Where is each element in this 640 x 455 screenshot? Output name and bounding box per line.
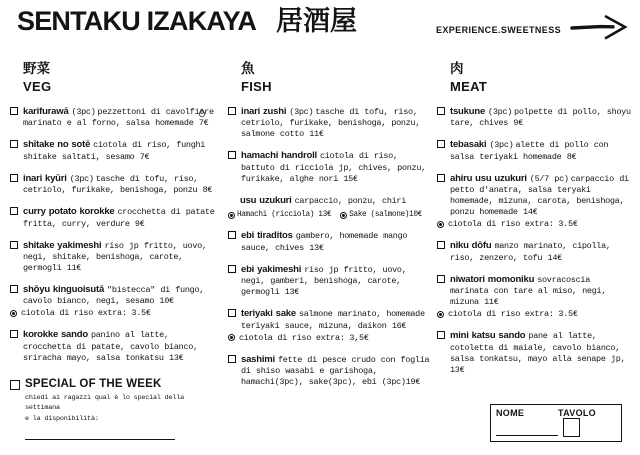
menu-item-text: [241, 150, 431, 184]
item-checkbox[interactable]: [10, 107, 18, 115]
menu-item-text: [23, 106, 222, 129]
menu-item-text: [241, 106, 431, 140]
item-name: sashimi: [241, 353, 275, 365]
menu-item-text: [23, 329, 222, 363]
item-name: korokke sando: [23, 329, 88, 341]
menu-item-row: [10, 206, 222, 229]
menu-item-row: [10, 173, 222, 196]
menu-item: [437, 240, 631, 263]
tavolo-label: TAVOLO: [558, 408, 596, 418]
item-checkbox[interactable]: [10, 174, 18, 182]
item-desc: sovracoscia marinata con tare al miso, negi, mizuna 11€: [450, 274, 607, 308]
menu-item: [10, 106, 222, 129]
menu-item-row: [437, 106, 631, 129]
item-option-label: Hamachi (ricciola) 13€: [237, 211, 332, 220]
menu-item-row: [228, 230, 431, 253]
item-name: shītake no sotē: [23, 139, 91, 151]
item-extra-label: ciotola di riso extra: 3.5€: [21, 308, 151, 319]
item-extra-option[interactable]: [228, 333, 431, 344]
item-option[interactable]: [340, 210, 422, 220]
menu-item-list: [10, 106, 222, 364]
radio-icon: [228, 334, 235, 341]
item-desc: ciotola di riso, battuto di ricciola jp, chives, ponzu, furikake, alghe nori 15€: [241, 151, 426, 184]
arrow-right-icon: [570, 13, 628, 46]
item-extra-label: ciotola di riso extra: 3.5€: [448, 309, 578, 320]
fish-heading: FISH: [241, 79, 272, 94]
menu-item: [228, 308, 431, 343]
menu-item: [228, 195, 431, 220]
menu-item-row: [437, 173, 631, 218]
menu-item-row: [228, 264, 431, 298]
menu-item: [228, 106, 431, 140]
menu-grid: [0, 46, 640, 450]
item-desc: tasche di tofu, riso, cetriolo, furikake, benishoga, ponzu 8€: [23, 173, 213, 196]
item-checkbox[interactable]: [10, 140, 18, 148]
item-checkbox[interactable]: [228, 355, 236, 363]
page-title: SENTAKU IZAKAYA: [17, 6, 257, 36]
item-name: shitake yakimeshi: [23, 239, 102, 251]
item-qty: (3pc): [69, 173, 94, 184]
item-qty: (3pc): [289, 107, 314, 117]
item-name: ebi tiraditos: [241, 230, 293, 242]
item-checkbox[interactable]: [437, 241, 445, 249]
item-options: [228, 210, 431, 220]
tavolo-write-square[interactable]: [563, 418, 580, 437]
item-checkbox[interactable]: [228, 309, 236, 317]
item-checkbox[interactable]: [437, 275, 445, 283]
item-checkbox[interactable]: [228, 107, 236, 115]
menu-item: [437, 139, 631, 162]
item-desc: pezzettoni di cavolfiore marinato e al forno, salsa homemade 7€: [23, 107, 214, 129]
menu-item: [10, 206, 222, 229]
item-name: teriyaki sake: [241, 308, 296, 320]
item-name: tebasaki: [450, 139, 487, 151]
item-checkbox[interactable]: [228, 265, 236, 273]
item-desc: alette di pollo con salsa teriyaki homemade 8€: [450, 140, 609, 162]
special-note: [25, 393, 222, 425]
menu-item-text: [23, 240, 222, 274]
veg-kanji-heading: 野菜: [23, 61, 50, 77]
menu-item-row: [437, 240, 631, 263]
item-checkbox[interactable]: [228, 151, 236, 159]
item-extra-option[interactable]: [437, 219, 631, 230]
menu-item-text: [241, 230, 431, 253]
order-box: [490, 404, 622, 442]
item-name: curry potato korokke: [23, 206, 115, 218]
item-desc: crocchetta di patate fritta, curry, verdure 9€: [23, 207, 215, 229]
menu-item-row: [228, 150, 431, 184]
menu-item-text: [450, 274, 631, 308]
menu-item-row: [228, 308, 431, 331]
menu-item-row: [10, 329, 222, 363]
item-desc: panino al latte, crocchetta di patate, cavolo bianco, sriracha mayo, salsa tonkatsu 13€: [23, 330, 198, 363]
menu-item: [437, 330, 631, 375]
item-name: ebi yakimeshi: [241, 263, 302, 275]
menu-item-text: [241, 264, 431, 298]
item-checkbox[interactable]: [228, 231, 236, 239]
special-of-the-week: [10, 378, 222, 441]
item-extra-label: ciotola di riso extra: 3,5€: [239, 332, 369, 343]
menu-item-row: [228, 195, 431, 207]
menu-item-text: [450, 106, 631, 129]
item-name: inari zushi: [241, 106, 287, 117]
item-desc: manzo marinato, cipolla, riso, zenzero, tofu 14€: [450, 241, 611, 263]
item-qty: (3pc): [488, 107, 513, 117]
menu-item-row: [437, 274, 631, 308]
item-checkbox[interactable]: [437, 107, 445, 115]
item-option-label: Sake (salmone)10€: [349, 211, 422, 220]
item-name: karifurawā: [23, 106, 69, 117]
item-desc: carpaccio di petto d'anatra, salsa teryaki homemade, mizuna, carota, benishoga, ponzu homemade 14€: [450, 173, 629, 218]
item-checkbox[interactable]: [10, 241, 18, 249]
item-name: usu uzukuri: [240, 194, 292, 206]
item-qty: (5/7 pc): [529, 173, 569, 184]
item-name: inari kyūri: [23, 172, 67, 184]
menu-item-list: [437, 106, 631, 376]
item-option[interactable]: [228, 210, 331, 220]
meat-kanji-heading: 肉: [450, 61, 464, 77]
menu-item-row: [10, 240, 222, 274]
item-desc: salmone marinato, homemade teriyaki sauce, mizuna, daikon 16€: [241, 309, 425, 331]
item-desc: ciotola di riso, funghi shitake saltati, sesamo 7€: [23, 140, 206, 162]
nome-write-line[interactable]: [496, 435, 558, 436]
item-desc: carpaccio, ponzu, chiri: [294, 195, 407, 206]
item-desc: polpette di pollo, shoyu tare, chives 9€: [450, 107, 631, 129]
item-name: tsukune: [450, 106, 486, 117]
menu-item-row: [10, 284, 222, 307]
menu-item: [228, 150, 431, 184]
menu-item-text: [240, 195, 406, 207]
menu-item-row: [437, 330, 631, 375]
menu-item: [10, 329, 222, 363]
flame-icon: [198, 106, 206, 124]
radio-icon: [437, 221, 444, 228]
menu-item-list: [228, 106, 431, 388]
menu-item-text: [450, 173, 631, 218]
item-checkbox[interactable]: [10, 207, 18, 215]
item-desc: pane al latte, cotoletta di maiale, cavolo bianco, salsa tonkatsu, mayo alla senape jp, 13€: [450, 331, 626, 375]
item-name: niwatori momoniku: [450, 273, 535, 285]
special-note-line2: e la disponibilità:: [25, 414, 99, 423]
menu-item-row: [228, 106, 431, 140]
item-checkbox[interactable]: [437, 331, 445, 339]
item-name: ahiru usu uzukuri: [450, 172, 527, 184]
menu-item: [437, 173, 631, 231]
item-checkbox[interactable]: [437, 140, 445, 148]
menu-item-row: [10, 106, 222, 129]
menu-column-fish: [228, 50, 437, 450]
menu-item: [437, 274, 631, 320]
item-qty: (3pc): [489, 140, 514, 151]
menu-item-text: [241, 308, 431, 331]
item-checkbox[interactable]: [10, 285, 18, 293]
menu-item: [437, 106, 631, 129]
menu-item-text: [450, 240, 631, 263]
menu-item: [228, 264, 431, 298]
item-desc: riso jp fritto, uovo, negi, gamberi, benishoga, carote, germogli 13€: [241, 264, 407, 298]
item-name: niku dōfu: [450, 240, 492, 252]
item-extra-option[interactable]: [437, 309, 631, 320]
menu-column-meat: [437, 50, 637, 450]
special-note-line1: chiedi ai ragazzi qual è lo special della settimana: [25, 393, 185, 413]
special-write-line[interactable]: [25, 439, 175, 440]
menu-item-text: [23, 206, 222, 229]
item-name: shōyu kinguoisutā: [23, 284, 105, 295]
special-checkbox[interactable]: [10, 380, 20, 390]
item-checkbox[interactable]: [10, 330, 18, 338]
item-desc: fette di pesce crudo con foglia di shiso wasabi e garishoga, hamachi(3pc), sake(3pc), ebi (3pc)19€: [241, 354, 430, 387]
item-desc: gambero, homemade mango sauce, chives 13€: [241, 231, 408, 253]
menu-item-text: [23, 139, 222, 162]
item-extra-option[interactable]: [10, 308, 222, 319]
radio-icon: [340, 212, 347, 219]
menu-item-row: [228, 354, 431, 388]
menu-item: [228, 230, 431, 253]
menu-item: [10, 173, 222, 196]
item-checkbox[interactable]: [437, 174, 445, 182]
menu-item-row: [10, 139, 222, 162]
item-name: mini katsu sando: [450, 330, 526, 342]
menu-item: [228, 354, 431, 388]
item-name: hamachi handroll: [241, 150, 317, 162]
radio-icon: [10, 310, 17, 317]
page-title-kanji: 居酒屋: [276, 6, 358, 37]
veg-heading: VEG: [23, 79, 52, 94]
item-qty: (3pc): [71, 107, 96, 117]
header: [0, 0, 640, 46]
menu-item: [10, 240, 222, 274]
fish-kanji-heading: 魚: [241, 61, 255, 77]
meat-heading: MEAT: [450, 79, 488, 94]
item-desc: riso jp fritto, uovo, negi, shitake, benishoga, carote, germogli 11€: [23, 240, 207, 273]
menu-item-text: [450, 139, 631, 162]
menu-item-text: [241, 354, 431, 388]
menu-item-text: [23, 284, 222, 307]
special-title: SPECIAL OF THE WEEK: [25, 377, 162, 390]
radio-icon: [437, 311, 444, 318]
nome-label: NOME: [496, 408, 525, 418]
menu-item-text: [23, 173, 222, 196]
item-extra-label: ciotola di riso extra: 3.5€: [448, 219, 578, 230]
menu-column-veg: [10, 50, 228, 450]
menu-item: [10, 284, 222, 319]
tagline: EXPERIENCE.SWEETNESS: [435, 24, 561, 35]
menu-item-row: [437, 139, 631, 162]
item-desc: tasche di tofu, riso, cetriolo, furikake, benishoga, ponzu, salmone cotto 11€: [241, 107, 421, 140]
radio-icon: [228, 212, 235, 219]
item-desc: "bistecca" di fungo, cavolo bianco, negi, sesamo 10€: [23, 285, 205, 307]
menu-item-text: [450, 330, 631, 375]
menu-item: [10, 139, 222, 162]
header-right: [436, 13, 628, 46]
